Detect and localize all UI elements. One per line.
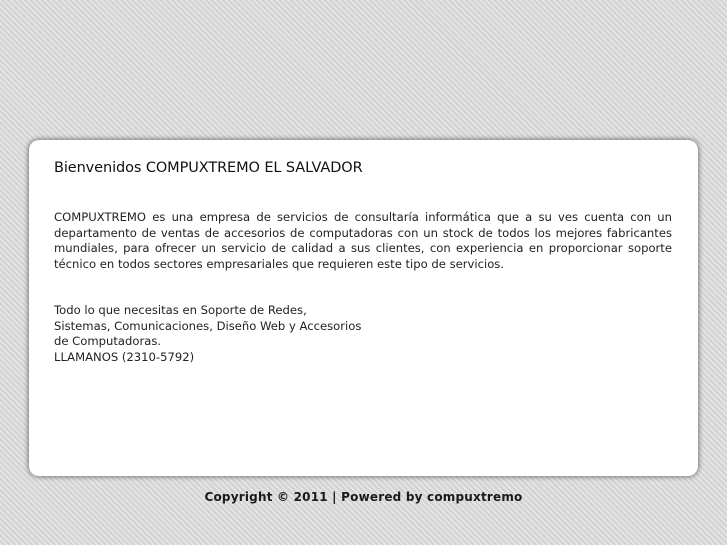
content-card — [29, 140, 698, 476]
footer-copyright: Copyright © 2011 | Powered by compuxtremo — [204, 490, 523, 504]
contact-block — [54, 303, 361, 365]
contact-line: Sistemas, Comunicaciones, Diseño Web y Accesorios — [54, 318, 362, 333]
contact-phone: LLAMANOS (2310-5792) — [54, 349, 195, 364]
page-title: Bienvenidos COMPUXTREMO EL SALVADOR — [54, 160, 363, 176]
intro-paragraph: COMPUXTREMO es una empresa de servicios de consultaría informática que a su ves cuenta con un departamento de ventas de accesorios de computadoras con un stock de todos los mejores fabricantes mundiales, para ofrecer un servicio de calidad a sus clientes, con experiencia en proporcionar soporte técnico en todos sectores empresariales que requieren este tipo de servicios. — [54, 210, 672, 271]
contact-line: Todo lo que necesitas en Soporte de Redes, — [54, 303, 307, 317]
contact-line: de Computadoras. — [54, 334, 162, 348]
